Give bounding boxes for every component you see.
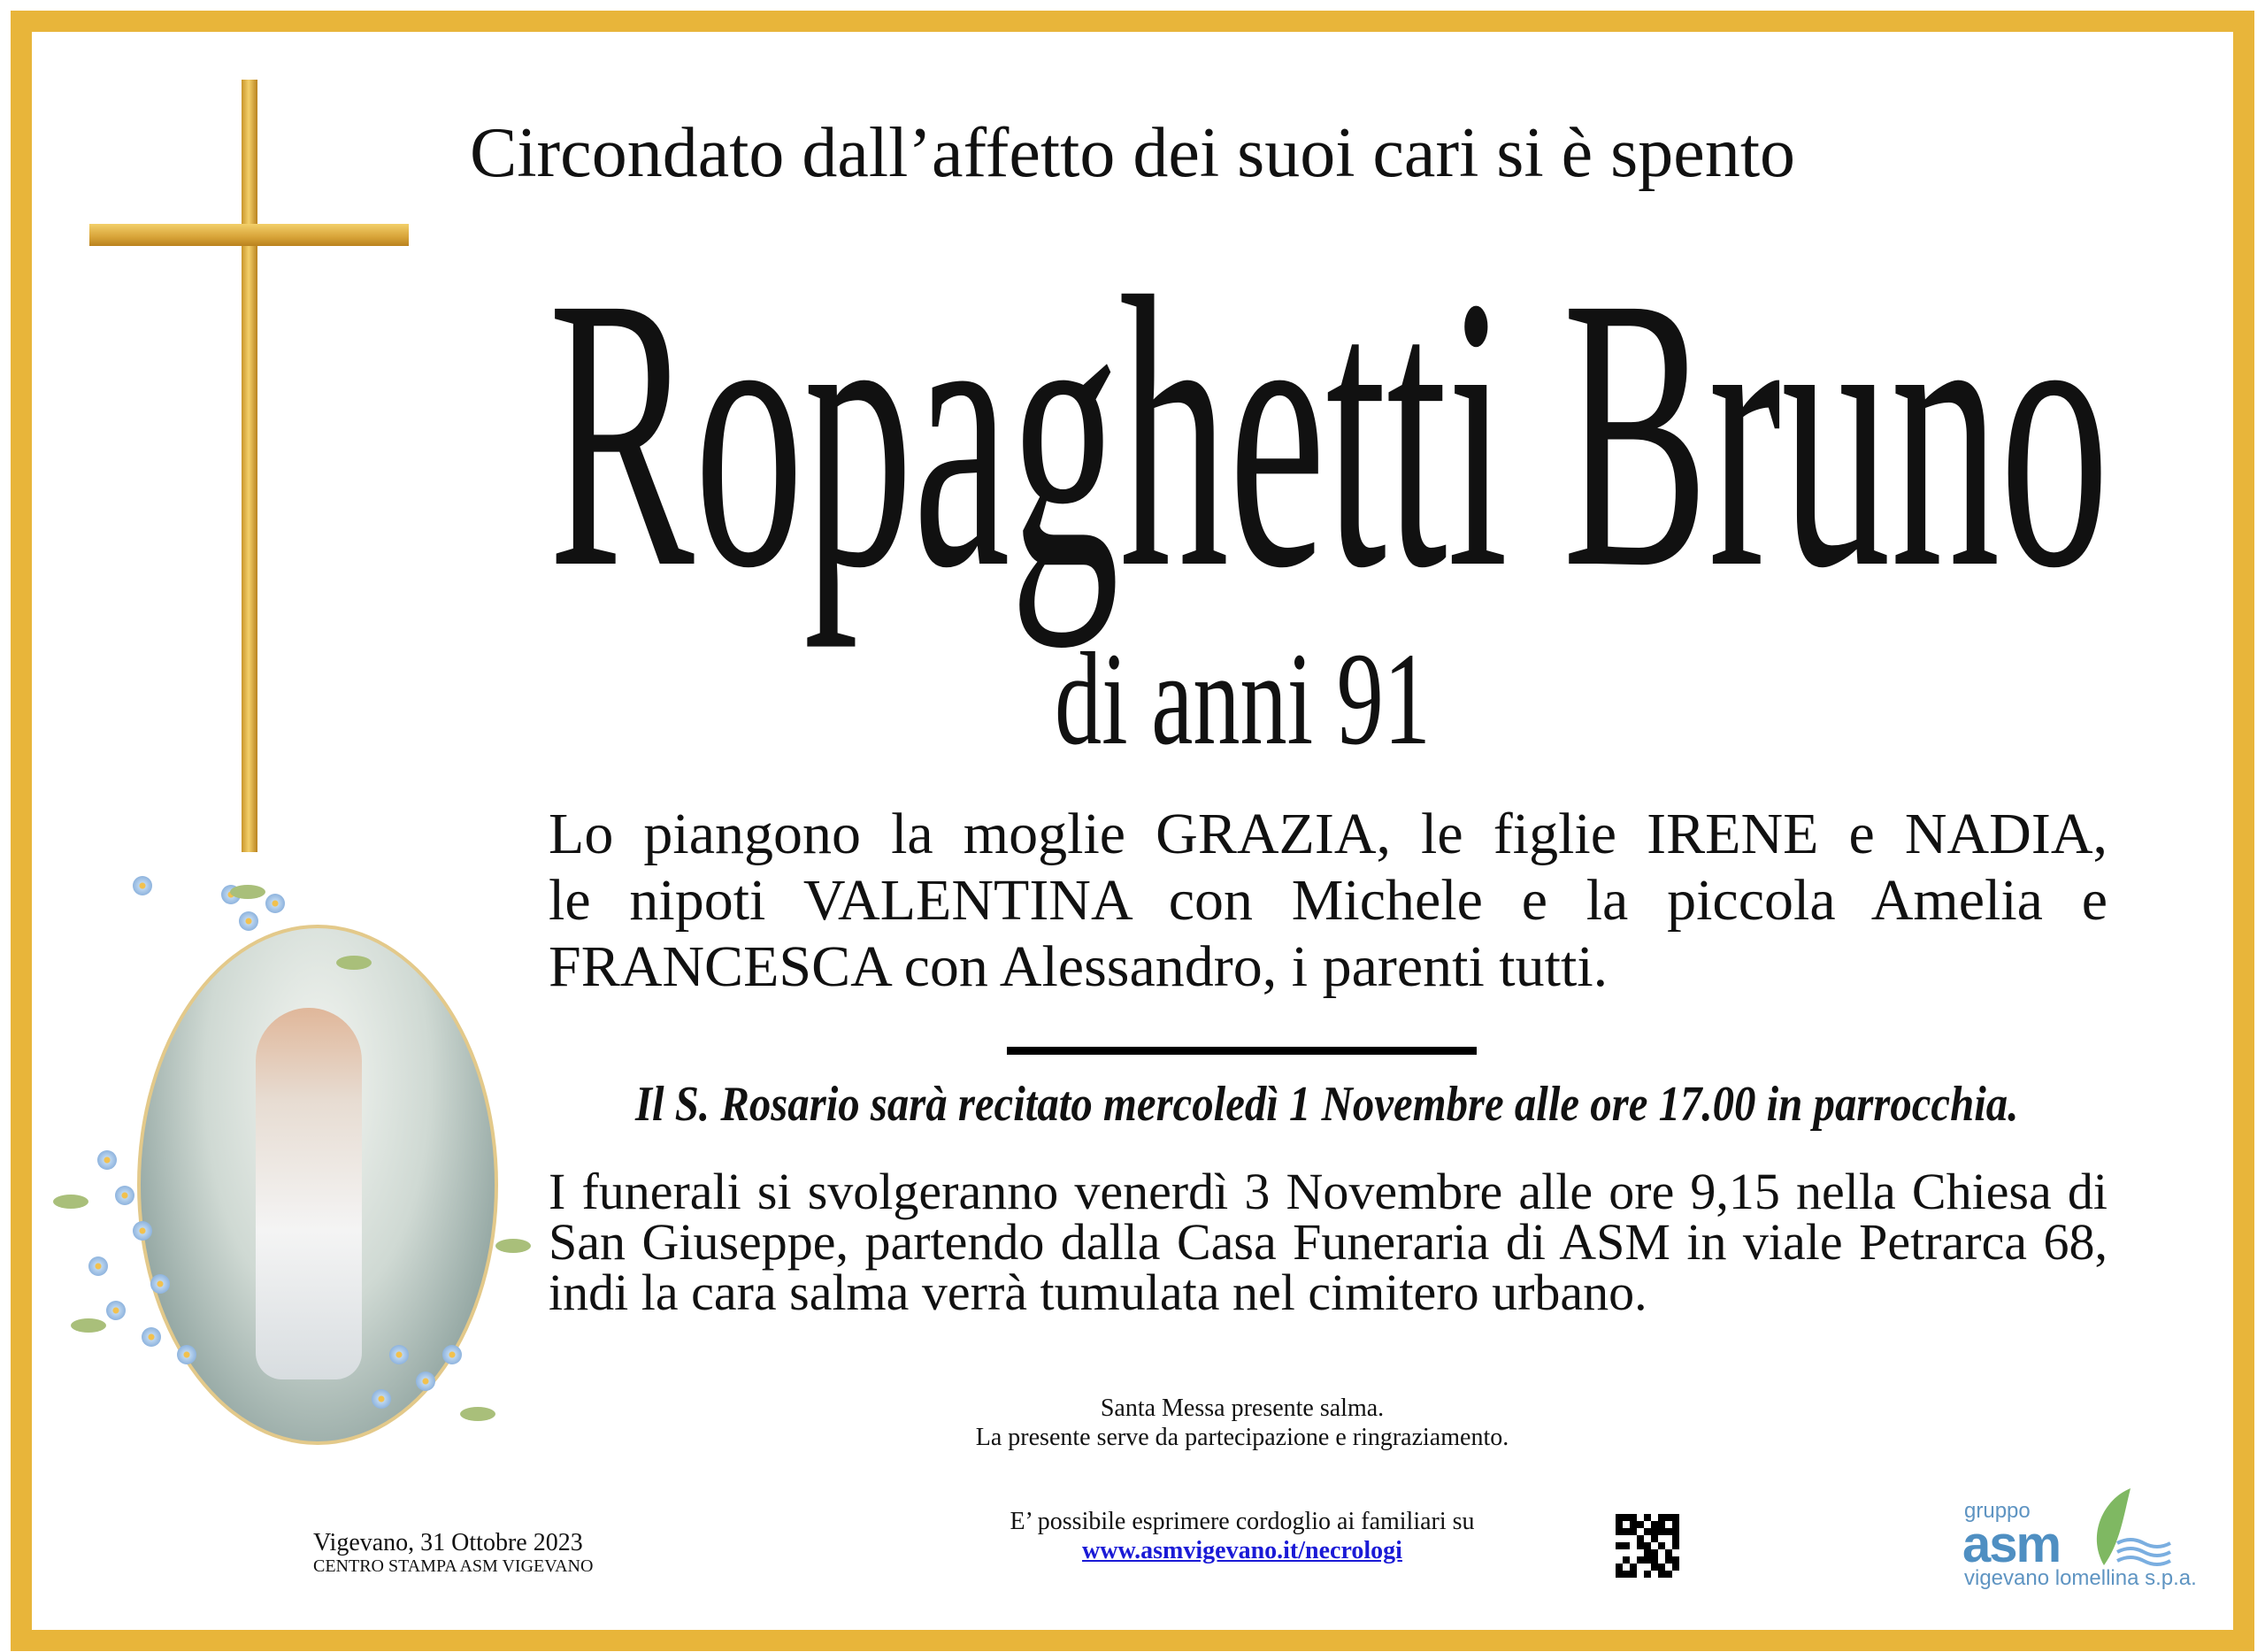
- qr-module: [1637, 1521, 1644, 1528]
- funeral-line: I funerali si svolgeranno venerdì 3 Novembre alle ore 9,15 nella Chiesa di: [549, 1163, 2108, 1220]
- qr-module: [1637, 1514, 1644, 1521]
- qr-module: [1658, 1549, 1665, 1556]
- qr-module: [1658, 1542, 1665, 1549]
- qr-module: [1644, 1528, 1651, 1535]
- qr-module: [1665, 1514, 1672, 1521]
- logo-group: gruppo: [1964, 1499, 2031, 1523]
- qr-module: [1616, 1528, 1623, 1535]
- qr-module: [1630, 1556, 1637, 1564]
- qr-module: [1658, 1564, 1665, 1571]
- flower-icon: [133, 1221, 152, 1241]
- qr-module: [1658, 1535, 1665, 1542]
- qr-module: [1616, 1571, 1623, 1578]
- qr-module: [1644, 1514, 1651, 1521]
- leaf-icon: [71, 1318, 106, 1333]
- qr-module: [1630, 1521, 1637, 1528]
- flower-icon: [389, 1345, 409, 1364]
- qr-module: [1665, 1564, 1672, 1571]
- qr-module: [1623, 1556, 1630, 1564]
- qr-module: [1616, 1549, 1623, 1556]
- qr-module: [1644, 1549, 1651, 1556]
- notes: [0, 1394, 2265, 1452]
- deceased-name: Ropaghetti Bruno: [549, 218, 2109, 649]
- mourners-paragraph: [549, 801, 2108, 1000]
- qr-module: [1637, 1556, 1644, 1564]
- qr-module: [1616, 1514, 1623, 1521]
- qr-module: [1665, 1549, 1672, 1556]
- qr-module: [1644, 1521, 1651, 1528]
- flower-icon: [115, 1186, 134, 1205]
- divider: [1007, 1047, 1477, 1055]
- funeral-paragraph: [549, 1163, 2108, 1321]
- qr-module: [1665, 1535, 1672, 1542]
- footer-info: [313, 1531, 593, 1577]
- flower-icon: [239, 911, 258, 931]
- qr-module: [1658, 1556, 1665, 1564]
- qr-module: [1644, 1571, 1651, 1578]
- qr-module: [1616, 1556, 1623, 1564]
- qr-module: [1630, 1535, 1637, 1542]
- qr-module: [1623, 1514, 1630, 1521]
- printer-name: CENTRO STAMPA ASM VIGEVANO: [313, 1556, 594, 1576]
- flower-icon: [177, 1345, 196, 1364]
- asm-logo: [1962, 1481, 2197, 1592]
- qr-module: [1616, 1535, 1623, 1542]
- flower-icon: [442, 1345, 462, 1364]
- qr-module: [1637, 1549, 1644, 1556]
- qr-module: [1644, 1564, 1651, 1571]
- qr-module: [1651, 1535, 1658, 1542]
- flower-icon: [142, 1327, 161, 1347]
- qr-module: [1623, 1564, 1630, 1571]
- thanks-note: La presente serve da partecipazione e ringraziamento.: [975, 1424, 1509, 1451]
- qr-module: [1637, 1571, 1644, 1578]
- rosary-notice: Il S. Rosario sarà recitato mercoledì 1 Novembre alle ore 17.00 in parrocchia.: [635, 1077, 2019, 1132]
- qr-module: [1651, 1542, 1658, 1549]
- qr-module: [1644, 1542, 1651, 1549]
- intro-text: Circondato dall’affetto dei suoi cari si è spento: [469, 114, 1796, 192]
- leaf-icon: [53, 1195, 88, 1209]
- qr-module: [1651, 1564, 1658, 1571]
- cross-icon-arm: [89, 224, 409, 246]
- flower-icon: [88, 1256, 108, 1276]
- qr-module: [1665, 1556, 1672, 1564]
- flower-icon: [106, 1301, 126, 1320]
- qr-module: [1651, 1556, 1658, 1564]
- qr-module: [1672, 1549, 1679, 1556]
- qr-module: [1623, 1535, 1630, 1542]
- qr-module: [1658, 1514, 1665, 1521]
- qr-code-icon[interactable]: [1616, 1514, 1679, 1578]
- qr-module: [1644, 1535, 1651, 1542]
- leaf-icon: [230, 885, 265, 899]
- logo-brand: asm: [1962, 1516, 2061, 1573]
- leaf-wave-icon: [2069, 1481, 2175, 1570]
- qr-module: [1623, 1542, 1630, 1549]
- mourners-line: Lo piangono la moglie GRAZIA, le figlie IRENE e NADIA,: [549, 802, 2108, 866]
- qr-module: [1637, 1542, 1644, 1549]
- qr-module: [1623, 1521, 1630, 1528]
- qr-module: [1672, 1535, 1679, 1542]
- qr-module: [1630, 1514, 1637, 1521]
- qr-module: [1658, 1521, 1665, 1528]
- mourners-line: le nipoti VALENTINA con Michele e la piccola Amelia e: [549, 868, 2108, 933]
- qr-module: [1630, 1542, 1637, 1549]
- qr-module: [1651, 1528, 1658, 1535]
- flower-icon: [97, 1150, 117, 1170]
- qr-module: [1651, 1521, 1658, 1528]
- qr-module: [1637, 1535, 1644, 1542]
- deceased-age: di anni 91: [1055, 626, 1431, 772]
- qr-module: [1672, 1564, 1679, 1571]
- qr-module: [1623, 1528, 1630, 1535]
- qr-module: [1637, 1528, 1644, 1535]
- qr-module: [1665, 1542, 1672, 1549]
- qr-module: [1637, 1564, 1644, 1571]
- qr-module: [1623, 1549, 1630, 1556]
- funeral-line: indi la cara salma verrà tumulata nel cimitero urbano.: [549, 1264, 1647, 1321]
- qr-module: [1616, 1542, 1623, 1549]
- qr-module: [1672, 1571, 1679, 1578]
- mass-note: Santa Messa presente salma.: [1100, 1395, 1385, 1422]
- logo-sub: vigevano lomellina s.p.a.: [1964, 1566, 2197, 1590]
- qr-module: [1616, 1521, 1623, 1528]
- place-date: Vigevano, 31 Ottobre 2023: [313, 1529, 583, 1556]
- qr-module: [1665, 1528, 1672, 1535]
- flower-icon: [416, 1372, 435, 1391]
- flower-icon: [150, 1274, 170, 1294]
- leaf-icon: [495, 1239, 531, 1253]
- leaf-icon: [336, 956, 372, 970]
- qr-module: [1665, 1521, 1672, 1528]
- qr-module: [1672, 1521, 1679, 1528]
- qr-module: [1658, 1528, 1665, 1535]
- qr-module: [1630, 1549, 1637, 1556]
- qr-module: [1630, 1528, 1637, 1535]
- qr-module: [1658, 1571, 1665, 1578]
- flower-icon: [265, 894, 285, 913]
- qr-module: [1630, 1571, 1637, 1578]
- christ-figure: [256, 1008, 362, 1379]
- funeral-line: San Giuseppe, partendo dalla Casa Funeraria di ASM in viale Petrarca 68,: [549, 1213, 2108, 1271]
- necrologi-link[interactable]: www.asmvigevano.it/necrologi: [1082, 1537, 1402, 1564]
- mourners-line: FRANCESCA con Alessandro, i parenti tutti.: [549, 934, 1609, 999]
- qr-module: [1630, 1564, 1637, 1571]
- qr-module: [1672, 1514, 1679, 1521]
- resurrection-oval: [137, 925, 498, 1445]
- qr-module: [1651, 1514, 1658, 1521]
- qr-module: [1623, 1571, 1630, 1578]
- qr-module: [1651, 1571, 1658, 1578]
- condolences-text: E’ possibile esprimere cordoglio ai familiari su: [1010, 1508, 1475, 1535]
- qr-module: [1644, 1556, 1651, 1564]
- flower-icon: [133, 876, 152, 895]
- qr-module: [1616, 1564, 1623, 1571]
- qr-module: [1665, 1571, 1672, 1578]
- cross-icon: [242, 80, 257, 852]
- qr-module: [1672, 1528, 1679, 1535]
- qr-module: [1672, 1542, 1679, 1549]
- qr-module: [1651, 1549, 1658, 1556]
- qr-module: [1672, 1556, 1679, 1564]
